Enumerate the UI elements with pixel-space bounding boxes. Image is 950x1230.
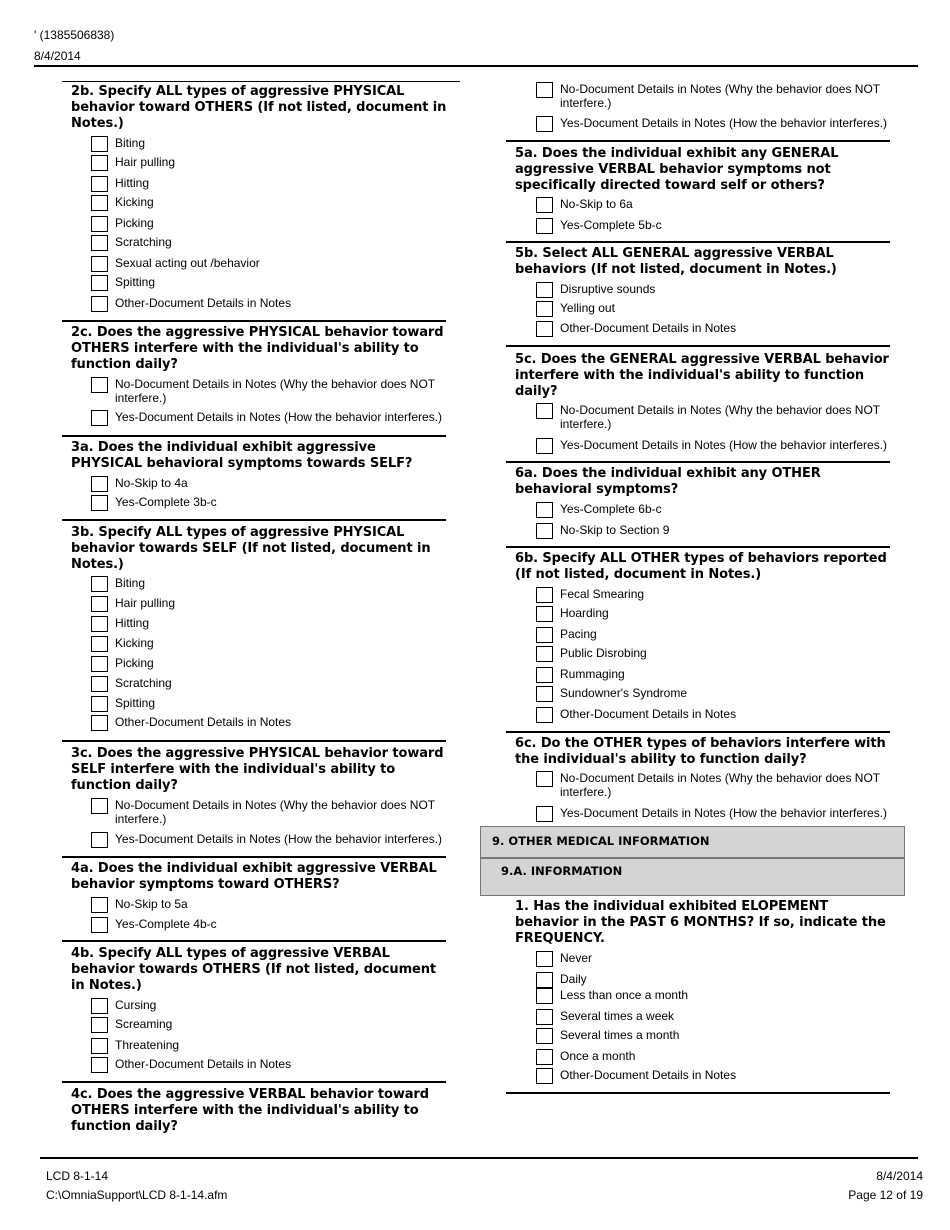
option-label: Yes-Complete 3b-c [115,495,217,509]
option-label: Hitting [115,176,150,190]
question-3b: 3b. Specify ALL types of aggressive PHYSICAL behavior towards SELF (If not listed, document in Notes.) [71,525,431,572]
checkbox[interactable] [91,715,108,731]
checkbox[interactable] [91,1038,108,1054]
checkbox[interactable] [536,321,553,337]
question-4c: 4c. Does the aggressive VERBAL behavior toward OTHERS interfere with the individual's ability to function daily? [71,1087,429,1134]
option-label: Other-Document Details in Notes [560,321,737,335]
question-4a: 4a. Does the individual exhibit aggressive VERBAL behavior symptoms toward OTHERS? [71,861,437,892]
checkbox[interactable] [536,438,553,454]
question-elopement: 1. Has the individual exhibited ELOPEMENT behavior in the PAST 6 MONTHS? If so, indicate the FREQUENCY. [515,899,886,946]
option-label: Several times a month [560,1028,680,1042]
option-label: Sundowner's Syndrome [560,686,688,700]
checkbox[interactable] [91,998,108,1014]
option-label: No-Skip to 5a [115,897,188,911]
checkbox[interactable] [536,197,553,213]
option-label: Threatening [115,1038,180,1052]
question-5a: 5a. Does the individual exhibit any GENERAL aggressive VERBAL behavior symptoms not specifically directed toward self or others? [515,146,839,193]
option-label: No-Document Details in Notes (Why the behavior does NOT interfere.) [115,798,435,826]
checkbox[interactable] [91,216,108,232]
checkbox[interactable] [91,576,108,592]
question-6c: 6c. Do the OTHER types of behaviors interfere with the individual's ability to function daily? [515,736,886,767]
option-label: Hair pulling [115,596,176,610]
question-3c: 3c. Does the aggressive PHYSICAL behavior toward SELF interfere with the individual's ability to function daily? [71,746,444,793]
checkbox[interactable] [536,502,553,518]
option-label: Hair pulling [115,155,176,169]
checkbox[interactable] [536,951,553,967]
question-4b: 4b. Specify ALL types of aggressive VERBAL behavior towards OTHERS (If not listed, document in Notes.) [71,946,437,993]
divider [506,461,890,463]
checkbox[interactable] [536,988,553,1004]
checkbox[interactable] [91,476,108,492]
checkbox[interactable] [91,616,108,632]
option-label: Once a month [560,1049,636,1063]
footer-page: Page 12 of 19 [848,1188,923,1202]
checkbox[interactable] [91,798,108,814]
divider [62,435,446,437]
divider [62,740,446,742]
option-label: Kicking [115,636,154,650]
divider [62,1081,446,1083]
option-label: Cursing [115,998,157,1012]
option-label: No-Skip to 6a [560,197,633,211]
option-label: Other-Document Details in Notes [560,1068,737,1082]
checkbox[interactable] [91,377,108,393]
divider [62,519,446,521]
option-label: Pacing [560,627,597,641]
option-label: Yes-Complete 5b-c [560,218,662,232]
option-label: Biting [115,576,146,590]
option-label: Hitting [115,616,150,630]
checkbox[interactable] [91,176,108,192]
checkbox[interactable] [91,495,108,511]
checkbox[interactable] [536,523,553,539]
section-9-header [480,826,905,858]
question-3a: 3a. Does the individual exhibit aggressive PHYSICAL behavioral symptoms towards SELF? [71,440,413,471]
question-2c: 2c. Does the aggressive PHYSICAL behavior toward OTHERS interfere with the individual's ability to function daily? [71,325,444,372]
checkbox[interactable] [91,296,108,312]
footer-rule [40,1157,918,1159]
checkbox[interactable] [91,897,108,913]
checkbox[interactable] [91,676,108,692]
option-label: Fecal Smearing [560,587,645,601]
option-label: Picking [115,216,154,230]
option-label: Spitting [115,696,156,710]
checkbox[interactable] [536,771,553,787]
checkbox[interactable] [536,606,553,622]
option-label: No-Document Details in Notes (Why the behavior does NOT interfere.) [560,771,880,799]
question-6a: 6a. Does the individual exhibit any OTHER behavioral symptoms? [515,466,821,497]
option-label: Several times a week [560,1009,675,1023]
option-label: Yes-Document Details in Notes (How the behavior interferes.) [560,438,888,452]
checkbox[interactable] [536,301,553,317]
question-5b: 5b. Select ALL GENERAL aggressive VERBAL behaviors (If not listed, document in Notes.) [515,246,837,277]
checkbox[interactable] [91,410,108,426]
checkbox[interactable] [91,696,108,712]
divider [506,241,890,243]
option-label: Less than once a month [560,988,689,1002]
checkbox[interactable] [91,832,108,848]
checkbox[interactable] [91,136,108,152]
option-label: Screaming [115,1017,173,1031]
option-label: Hoarding [560,606,609,620]
option-label: Yes-Document Details in Notes (How the behavior interferes.) [560,806,888,820]
option-label: Yelling out [560,301,615,315]
section-9-title: 9. OTHER MEDICAL INFORMATION [492,834,710,848]
checkbox[interactable] [536,403,553,419]
option-label: Disruptive sounds [560,282,656,296]
checkbox[interactable] [536,218,553,234]
checkbox[interactable] [536,1028,553,1044]
option-label: Daily [560,972,587,986]
option-label: No-Document Details in Notes (Why the behavior does NOT interfere.) [560,82,880,110]
checkbox[interactable] [536,587,553,603]
footer-form: LCD 8-1-14 [46,1169,109,1183]
divider [62,81,460,82]
checkbox[interactable] [91,1017,108,1033]
checkbox[interactable] [536,667,553,683]
option-label: Yes-Document Details in Notes (How the behavior interferes.) [560,116,888,130]
checkbox[interactable] [536,686,553,702]
question-6b: 6b. Specify ALL OTHER types of behaviors reported (If not listed, document in Notes.) [515,551,887,582]
divider [506,731,890,733]
checkbox[interactable] [536,806,553,822]
option-label: Other-Document Details in Notes [115,715,292,729]
checkbox[interactable] [91,656,108,672]
checkbox[interactable] [536,282,553,298]
option-label: No-Skip to Section 9 [560,523,670,537]
divider [506,1092,890,1094]
checkbox[interactable] [91,917,108,933]
checkbox[interactable] [536,627,553,643]
divider [506,140,890,142]
section-9a-header [480,858,905,896]
checkbox[interactable] [91,195,108,211]
option-label: Yes-Complete 6b-c [560,502,662,516]
checkbox[interactable] [536,1049,553,1065]
divider [506,345,890,347]
divider [506,546,890,548]
option-label: Other-Document Details in Notes [560,707,737,721]
option-label: No-Document Details in Notes (Why the behavior does NOT interfere.) [560,403,880,431]
checkbox[interactable] [91,275,108,291]
checkbox[interactable] [91,155,108,171]
checkbox[interactable] [536,82,553,98]
header-rule [34,65,918,67]
footer-path: C:\OmniaSupport\LCD 8-1-14.afm [46,1188,228,1202]
checkbox[interactable] [536,1009,553,1025]
question-2b: 2b. Specify ALL types of aggressive PHYSICAL behavior toward OTHERS (If not listed, document in Notes.) [71,84,447,131]
checkbox[interactable] [536,707,553,723]
option-label: Public Disrobing [560,646,647,660]
option-label: Scratching [115,676,172,690]
checkbox[interactable] [91,596,108,612]
checkbox[interactable] [536,116,553,132]
option-label: Picking [115,656,154,670]
divider [62,856,446,858]
divider [62,320,446,322]
checkbox[interactable] [91,1057,108,1073]
option-label: No-Document Details in Notes (Why the behavior does NOT interfere.) [115,377,435,405]
option-label: Never [560,951,593,965]
record-id: ' (1385506838) [34,28,115,42]
option-label: Kicking [115,195,154,209]
option-label: Scratching [115,235,172,249]
checkbox[interactable] [536,646,553,662]
footer-date: 8/4/2014 [876,1169,923,1183]
option-label: No-Skip to 4a [115,476,188,490]
question-5c: 5c. Does the GENERAL aggressive VERBAL behavior interfere with the individual's ability to function daily? [515,352,889,399]
checkbox[interactable] [91,256,108,272]
option-label: Other-Document Details in Notes [115,1057,292,1071]
checkbox[interactable] [536,972,553,988]
option-label: Yes-Document Details in Notes (How the behavior interferes.) [115,410,443,424]
option-label: Biting [115,136,146,150]
checkbox[interactable] [536,1068,553,1084]
option-label: Other-Document Details in Notes [115,296,292,310]
checkbox[interactable] [91,636,108,652]
divider [62,940,446,942]
option-label: Spitting [115,275,156,289]
checkbox[interactable] [91,235,108,251]
header-date: 8/4/2014 [34,49,81,63]
option-label: Yes-Complete 4b-c [115,917,217,931]
section-9a-title: 9.A. INFORMATION [501,864,623,878]
option-label: Yes-Document Details in Notes (How the behavior interferes.) [115,832,443,846]
option-label: Rummaging [560,667,625,681]
option-label: Sexual acting out /behavior [115,256,260,270]
